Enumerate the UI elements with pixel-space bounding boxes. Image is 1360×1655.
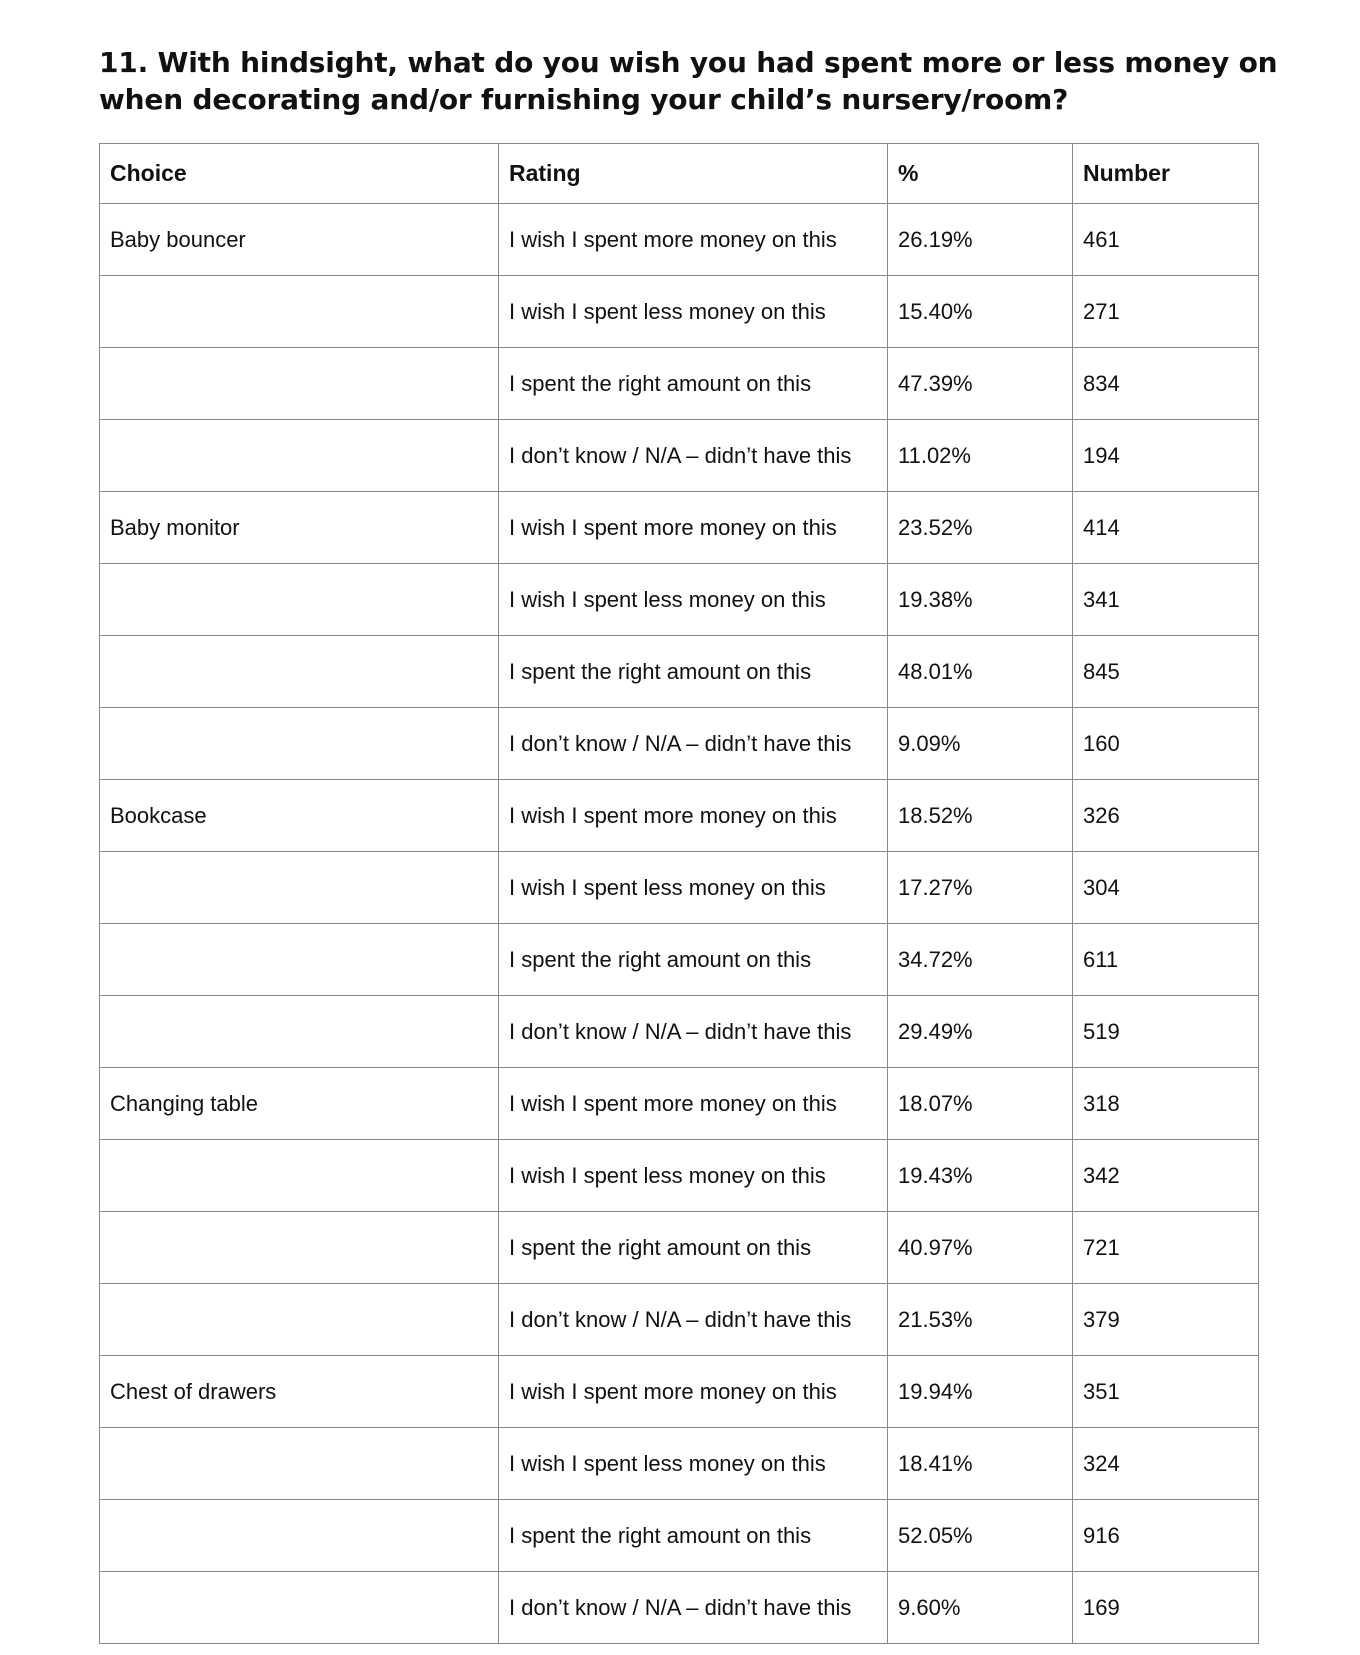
cell-percent: 48.01%: [888, 636, 1073, 708]
cell-number: 318: [1073, 1068, 1259, 1140]
cell-number: 169: [1073, 1572, 1259, 1644]
table-row: [100, 924, 1259, 996]
cell-rating: I spent the right amount on this: [499, 924, 888, 996]
cell-choice: [100, 420, 499, 492]
cell-choice: [100, 852, 499, 924]
table-row: [100, 780, 1259, 852]
cell-rating: I wish I spent more money on this: [499, 780, 888, 852]
cell-rating: I wish I spent less money on this: [499, 276, 888, 348]
cell-choice: [100, 636, 499, 708]
cell-number: 194: [1073, 420, 1259, 492]
cell-rating: I don’t know / N/A – didn’t have this: [499, 1284, 888, 1356]
cell-percent: 29.49%: [888, 996, 1073, 1068]
table-row: [100, 1284, 1259, 1356]
cell-percent: 52.05%: [888, 1500, 1073, 1572]
column-header-percent: %: [888, 144, 1073, 204]
table-header: [100, 144, 1259, 204]
cell-rating: I don’t know / N/A – didn’t have this: [499, 420, 888, 492]
column-header-number: Number: [1073, 144, 1259, 204]
cell-number: 414: [1073, 492, 1259, 564]
cell-percent: 18.41%: [888, 1428, 1073, 1500]
cell-number: 916: [1073, 1500, 1259, 1572]
cell-choice: [100, 276, 499, 348]
cell-rating: I spent the right amount on this: [499, 1500, 888, 1572]
cell-percent: 23.52%: [888, 492, 1073, 564]
cell-number: 721: [1073, 1212, 1259, 1284]
table-row: [100, 1500, 1259, 1572]
cell-number: 834: [1073, 348, 1259, 420]
cell-percent: 11.02%: [888, 420, 1073, 492]
results-table: [99, 143, 1259, 1644]
cell-percent: 18.52%: [888, 780, 1073, 852]
table-row: [100, 1572, 1259, 1644]
cell-choice: Chest of drawers: [100, 1356, 499, 1428]
table-row: [100, 1212, 1259, 1284]
table-row: [100, 1068, 1259, 1140]
table-row: [100, 564, 1259, 636]
cell-number: 342: [1073, 1140, 1259, 1212]
table-row: [100, 852, 1259, 924]
cell-percent: 18.07%: [888, 1068, 1073, 1140]
cell-rating: I spent the right amount on this: [499, 1212, 888, 1284]
table-row: [100, 348, 1259, 420]
cell-rating: I wish I spent more money on this: [499, 492, 888, 564]
cell-percent: 34.72%: [888, 924, 1073, 996]
cell-choice: [100, 996, 499, 1068]
cell-choice: [100, 1212, 499, 1284]
cell-percent: 9.09%: [888, 708, 1073, 780]
header-row: [100, 144, 1259, 204]
cell-number: 351: [1073, 1356, 1259, 1428]
cell-choice: [100, 1500, 499, 1572]
cell-number: 341: [1073, 564, 1259, 636]
cell-rating: I wish I spent more money on this: [499, 1356, 888, 1428]
table-row: [100, 996, 1259, 1068]
cell-percent: 26.19%: [888, 204, 1073, 276]
cell-choice: [100, 1140, 499, 1212]
cell-choice: [100, 708, 499, 780]
cell-rating: I spent the right amount on this: [499, 348, 888, 420]
table-row: [100, 708, 1259, 780]
cell-choice: [100, 924, 499, 996]
column-header-rating: Rating: [499, 144, 888, 204]
cell-number: 160: [1073, 708, 1259, 780]
cell-choice: [100, 1284, 499, 1356]
cell-choice: Baby monitor: [100, 492, 499, 564]
table-row: [100, 1140, 1259, 1212]
column-header-choice: Choice: [100, 144, 499, 204]
table-row: [100, 276, 1259, 348]
cell-percent: 19.94%: [888, 1356, 1073, 1428]
cell-rating: I wish I spent more money on this: [499, 204, 888, 276]
cell-number: 304: [1073, 852, 1259, 924]
cell-rating: I wish I spent less money on this: [499, 1428, 888, 1500]
cell-percent: 40.97%: [888, 1212, 1073, 1284]
table-row: [100, 636, 1259, 708]
cell-percent: 19.43%: [888, 1140, 1073, 1212]
cell-percent: 15.40%: [888, 276, 1073, 348]
cell-rating: I wish I spent less money on this: [499, 564, 888, 636]
cell-choice: Bookcase: [100, 780, 499, 852]
cell-number: 461: [1073, 204, 1259, 276]
cell-number: 326: [1073, 780, 1259, 852]
cell-rating: I wish I spent less money on this: [499, 1140, 888, 1212]
cell-choice: [100, 564, 499, 636]
cell-number: 324: [1073, 1428, 1259, 1500]
cell-choice: [100, 1572, 499, 1644]
cell-choice: [100, 1428, 499, 1500]
cell-number: 519: [1073, 996, 1259, 1068]
cell-rating: I spent the right amount on this: [499, 636, 888, 708]
cell-percent: 21.53%: [888, 1284, 1073, 1356]
cell-number: 845: [1073, 636, 1259, 708]
cell-percent: 19.38%: [888, 564, 1073, 636]
table-row: [100, 1428, 1259, 1500]
cell-percent: 47.39%: [888, 348, 1073, 420]
cell-percent: 17.27%: [888, 852, 1073, 924]
table-row: [100, 492, 1259, 564]
table-body: [100, 204, 1259, 1644]
cell-rating: I don’t know / N/A – didn’t have this: [499, 708, 888, 780]
cell-number: 611: [1073, 924, 1259, 996]
cell-rating: I don’t know / N/A – didn’t have this: [499, 996, 888, 1068]
cell-rating: I don’t know / N/A – didn’t have this: [499, 1572, 888, 1644]
table-row: [100, 204, 1259, 276]
cell-number: 271: [1073, 276, 1259, 348]
page-title: 11. With hindsight, what do you wish you had spent more or less money on when decorating and/or furnishing your child’s nursery/room?: [99, 46, 1278, 116]
cell-choice: [100, 348, 499, 420]
cell-rating: I wish I spent more money on this: [499, 1068, 888, 1140]
table-row: [100, 1356, 1259, 1428]
cell-number: 379: [1073, 1284, 1259, 1356]
cell-choice: Changing table: [100, 1068, 499, 1140]
cell-rating: I wish I spent less money on this: [499, 852, 888, 924]
cell-percent: 9.60%: [888, 1572, 1073, 1644]
table-row: [100, 420, 1259, 492]
cell-choice: Baby bouncer: [100, 204, 499, 276]
